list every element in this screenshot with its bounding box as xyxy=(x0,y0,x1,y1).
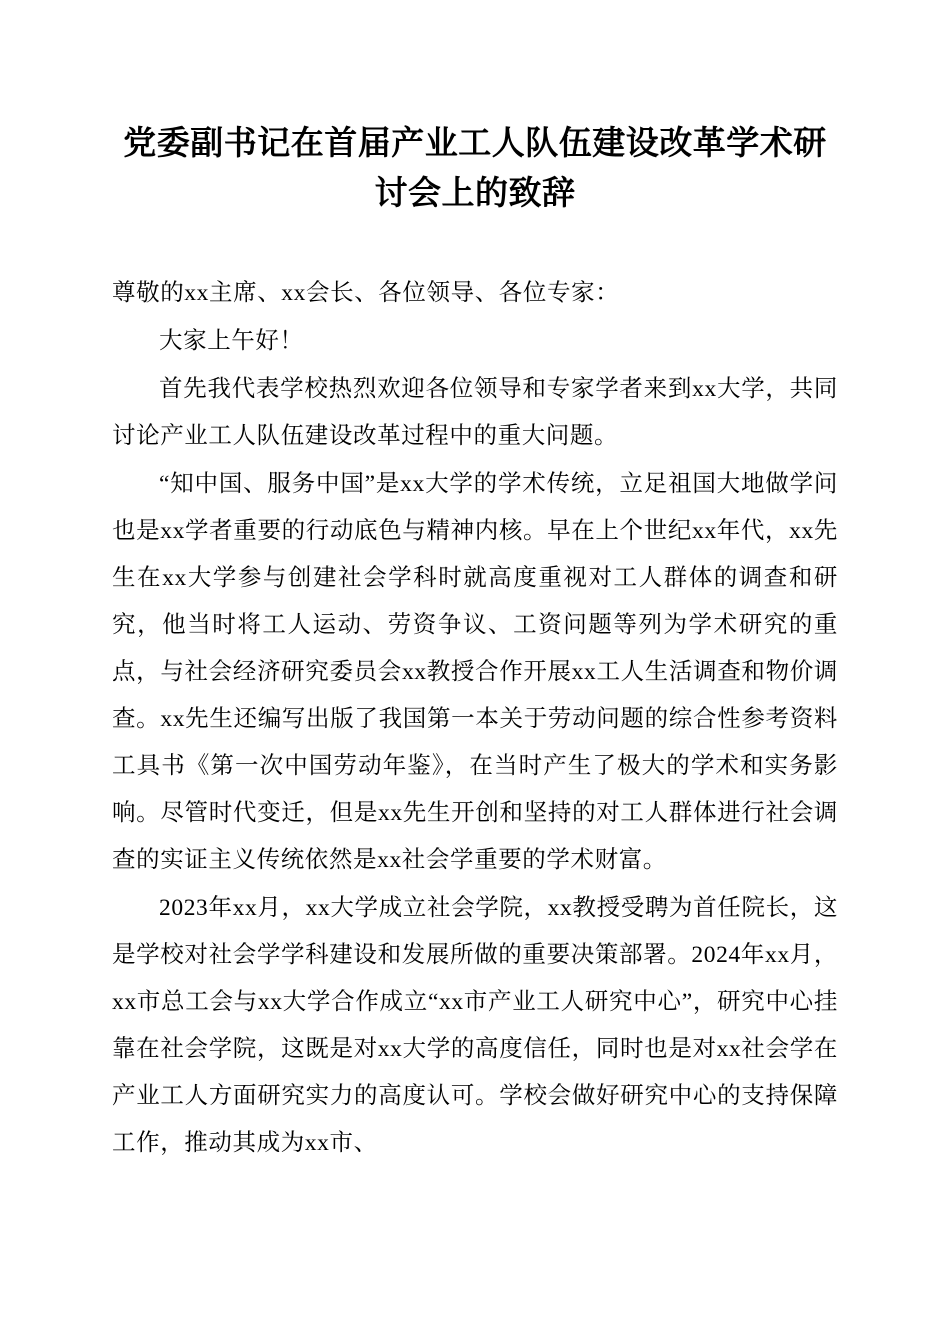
paragraph-salutation: 尊敬的xx主席、xx会长、各位领导、各位专家： xyxy=(112,280,620,306)
paragraph-welcome: 首先我代表学校热烈欢迎各位领导和专家学者来到xx大学，共同讨论产业工人队伍建设改革过程中的重大问题。 xyxy=(112,376,838,449)
paragraph-greeting: 大家上午好！ xyxy=(159,328,304,354)
document-body xyxy=(112,270,838,1167)
paragraph-tradition: “知中国、服务中国”是xx大学的学术传统，立足祖国大地做学问也是xx学者重要的行动底色与精神内核。早在上个世纪xx年代，xx先生在xx大学参与创建社会学科时就高度重视对工人群体的调查和研究，他当时将工人运动、劳资争议、工资问题等列为学术研究的重点，与社会经济研究委员会xx教授合作开展xx工人生活调查和物价调查。xx先生还编写出版了我国第一本关于劳动问题的综合性参考资料工具书《第一次中国劳动年鉴》，在当时产生了极大的学术和实务影响。尽管时代变迁，但是xx先生开创和坚持的对工人群体进行社会调查的实证主义传统依然是xx社会学重要的学术财富。 xyxy=(112,471,838,873)
paragraph-research-center: 2023年xx月，xx大学成立社会学院，xx教授受聘为首任院长，这是学校对社会学学科建设和发展所做的重要决策部署。2024年xx月，xx市总工会与xx大学合作成立“xx市产业工人研究中心”，研究中心挂靠在社会学院，这既是对xx大学的高度信任，同时也是对xx社会学在产业工人方面研究实力的高度认可。学校会做好研究中心的支持保障工作，推动其成为xx市、 xyxy=(112,895,838,1156)
page-title: 党委副书记在首届产业工人队伍建设改革学术研讨会上的致辞 xyxy=(123,123,827,212)
